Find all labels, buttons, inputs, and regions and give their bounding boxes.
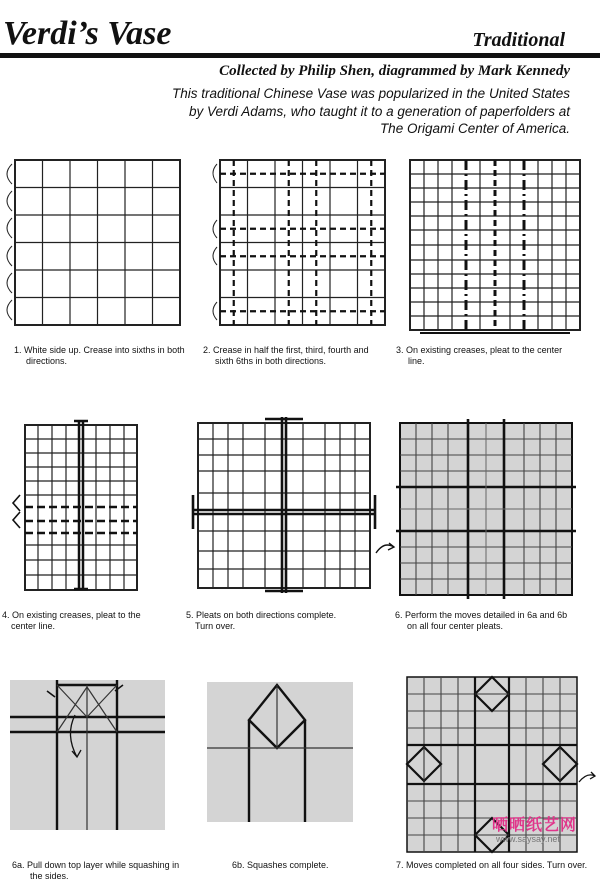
step-5-caption (186, 610, 376, 632)
caption-line: 3. On existing creases, pleat to the center (396, 345, 563, 355)
watermark-logo: 晒晒纸艺网 (492, 817, 578, 834)
step-6b-caption (232, 860, 382, 871)
caption-line: line. (408, 356, 425, 366)
description-line: This traditional Chinese Vase was popularized in the United States (172, 86, 570, 101)
turn-over-arrow-icon (376, 543, 394, 553)
step-6-caption (395, 610, 595, 632)
page-title: Verdi’s Vase (3, 15, 172, 52)
step-2-caption (203, 345, 393, 367)
caption-line: 6. Perform the moves detailed in 6a and 6b (395, 610, 568, 620)
step-6b-diagram (205, 680, 355, 825)
step-4-caption (2, 610, 182, 632)
caption-line: 1. White side up. Crease into sixths in both (14, 345, 185, 355)
step-1-caption (14, 345, 204, 367)
step-6a-diagram (5, 675, 170, 835)
step-6a-caption (12, 860, 212, 882)
fold-arrows-icon (7, 164, 12, 320)
header-rule (0, 53, 600, 58)
caption-line: 4. On existing creases, pleat to the (2, 610, 141, 620)
step-3-diagram (400, 150, 590, 340)
step-3-caption (396, 345, 596, 367)
pleat-arrow-icon (13, 495, 20, 528)
step-1-diagram (0, 150, 190, 335)
caption-line: 6b. Squashes complete. (232, 860, 329, 870)
caption-line: 2. Crease in half the first, third, fourth and (203, 345, 369, 355)
turn-over-arrow-icon (579, 772, 595, 782)
fold-arrows-icon (213, 164, 217, 320)
caption-line: on all four center pleats. (407, 621, 504, 631)
step-2-diagram (205, 150, 395, 335)
caption-line: 6a. Pull down top layer while squashing in (12, 860, 180, 870)
grid-square (15, 160, 180, 325)
description (50, 85, 570, 138)
step-6-diagram (370, 413, 590, 603)
step-4-diagram (10, 415, 150, 595)
credit-line: Collected by Philip Shen, diagrammed by Mark Kennedy (219, 63, 570, 79)
caption-line: directions. (26, 356, 68, 366)
description-line: by Verdi Adams, who taught it to a generation of paperfolders at (189, 103, 570, 119)
caption-line: 7. Moves completed on all four sides. Turn over. (396, 860, 588, 870)
caption-line: Turn over. (195, 621, 236, 631)
step-7-caption (396, 860, 600, 871)
caption-line: 5. Pleats on both directions complete. (186, 610, 337, 620)
description-line: The Origami Center of America. (379, 121, 570, 136)
category-label: Traditional (472, 29, 565, 51)
step-5-diagram (185, 413, 385, 598)
caption-line: the sides. (30, 871, 69, 881)
watermark-url: www.saysay.net (496, 834, 560, 844)
caption-line: center line. (11, 621, 56, 631)
caption-line: sixth 6ths in both directions. (215, 356, 327, 366)
